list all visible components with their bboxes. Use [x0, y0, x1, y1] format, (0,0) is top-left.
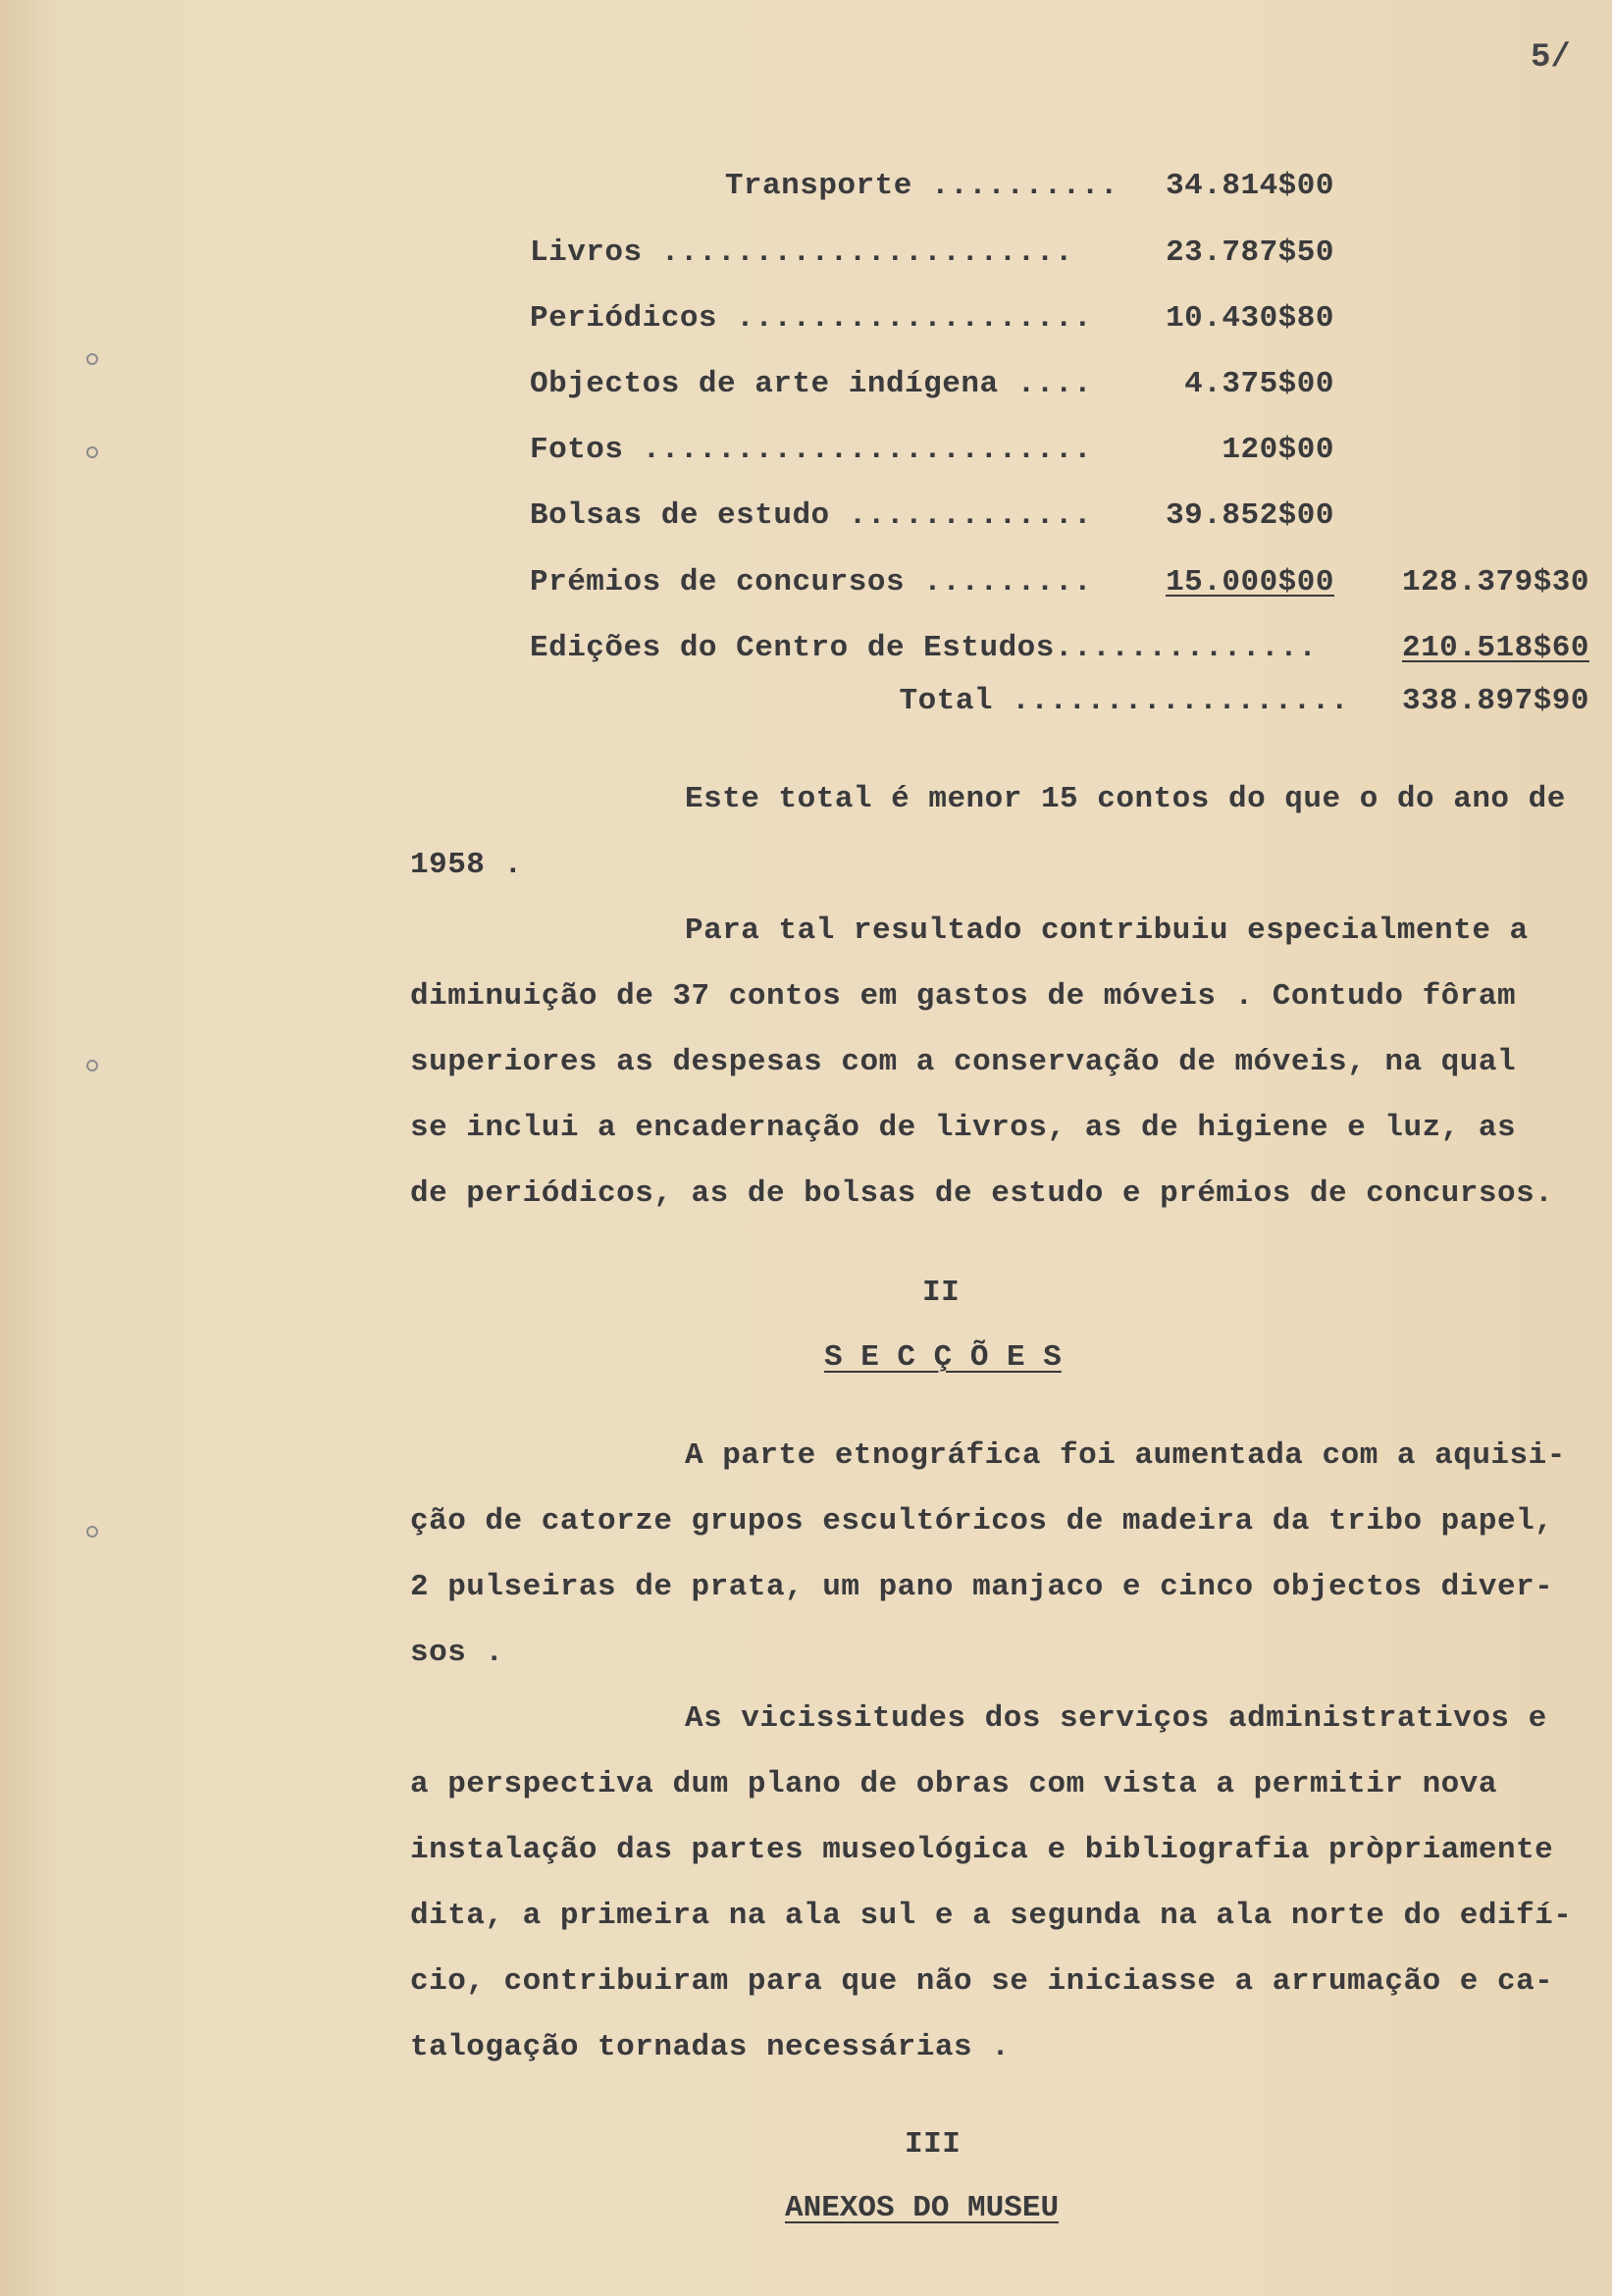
paragraph-line: de periódicos, as de bolsas de estudo e prémios de concursos.: [410, 1176, 1554, 1211]
ledger-amount-premios-value: 15.000$00: [1166, 565, 1334, 600]
paragraph-line: instalação das partes museológica e bibliografia pròpriamente: [410, 1833, 1554, 1867]
paragraph-line: ção de catorze grupos escultóricos de madeira da tribo papel,: [410, 1504, 1554, 1539]
ledger-label-livros: Livros ......................: [530, 235, 1073, 270]
section-title: ANEXOS DO MUSEU: [785, 2191, 1060, 2225]
ledger-label-bolsas: Bolsas de estudo .............: [530, 498, 1093, 533]
section-numeral: III: [905, 2127, 962, 2162]
page-number: 5/: [1531, 39, 1571, 77]
ledger-label-total: Total ..................: [899, 684, 1349, 718]
section-title: S E C Ç Õ E S: [824, 1340, 1062, 1375]
paragraph-line: 2 pulseiras de prata, um pano manjaco e cinco objectos diver-: [410, 1570, 1554, 1604]
ledger-amount-fotos: 120$00: [1222, 433, 1334, 467]
paragraph-line: talogação tornadas necessárias .: [410, 2030, 1011, 2064]
punch-hole-mark: [86, 353, 98, 365]
ledger-label-edicoes: Edições do Centro de Estudos..............: [530, 631, 1318, 665]
section-numeral: II: [922, 1276, 961, 1310]
paragraph-line: se inclui a encadernação de livros, as de higiene e luz, as: [410, 1111, 1517, 1145]
ledger-amount-edicoes-value: 210.518$60: [1401, 631, 1589, 665]
punch-hole-mark: [86, 1526, 98, 1538]
ledger-amount-total: 338.897$90: [1401, 684, 1589, 718]
paragraph-line: dita, a primeira na ala sul e a segunda na ala norte do edifí-: [410, 1899, 1573, 1933]
paragraph-line: sos .: [410, 1636, 504, 1670]
ledger-amount-edicoes: [1354, 631, 1589, 665]
ledger-label-objectos: Objectos de arte indígena ....: [530, 367, 1093, 401]
ledger-subtotal: 128.379$30: [1401, 565, 1589, 600]
paragraph-line: As vicissitudes dos serviços administrativos e: [685, 1701, 1547, 1736]
paragraph-line: Para tal resultado contribuiu especialmente a: [685, 913, 1529, 948]
ledger-amount-livros: 23.787$50: [1166, 235, 1334, 270]
ledger-label-periodicos: Periódicos ...................: [530, 301, 1093, 336]
paragraph-line: a perspectiva dum plano de obras com vista a permitir nova: [410, 1767, 1497, 1801]
paragraph-line: diminuição de 37 contos em gastos de móveis . Contudo fôram: [410, 979, 1517, 1014]
ledger-amount-bolsas: 39.852$00: [1166, 498, 1334, 533]
punch-hole-mark: [86, 1060, 98, 1071]
punch-hole-mark: [86, 446, 98, 458]
paragraph-line: Este total é menor 15 contos do que o do ano de: [685, 782, 1566, 816]
ledger-amount-periodicos: 10.430$80: [1166, 301, 1334, 336]
paragraph-line: cio, contribuiram para que não se iniciasse a arrumação e ca-: [410, 1964, 1554, 1999]
ledger-amount-transporte: 34.814$00: [1166, 169, 1334, 203]
ledger-label-fotos: Fotos ........................: [530, 433, 1093, 467]
ledger-amount-premios: [1138, 565, 1334, 600]
paragraph-line: superiores as despesas com a conservação de móveis, na qual: [410, 1045, 1517, 1079]
paragraph-line: A parte etnográfica foi aumentada com a aquisi-: [685, 1438, 1566, 1473]
paragraph-line: 1958 .: [410, 848, 523, 882]
ledger-amount-objectos: 4.375$00: [1184, 367, 1334, 401]
ledger-label-transporte: Transporte ..........: [724, 169, 1118, 203]
ledger-label-premios: Prémios de concursos .........: [530, 565, 1093, 600]
